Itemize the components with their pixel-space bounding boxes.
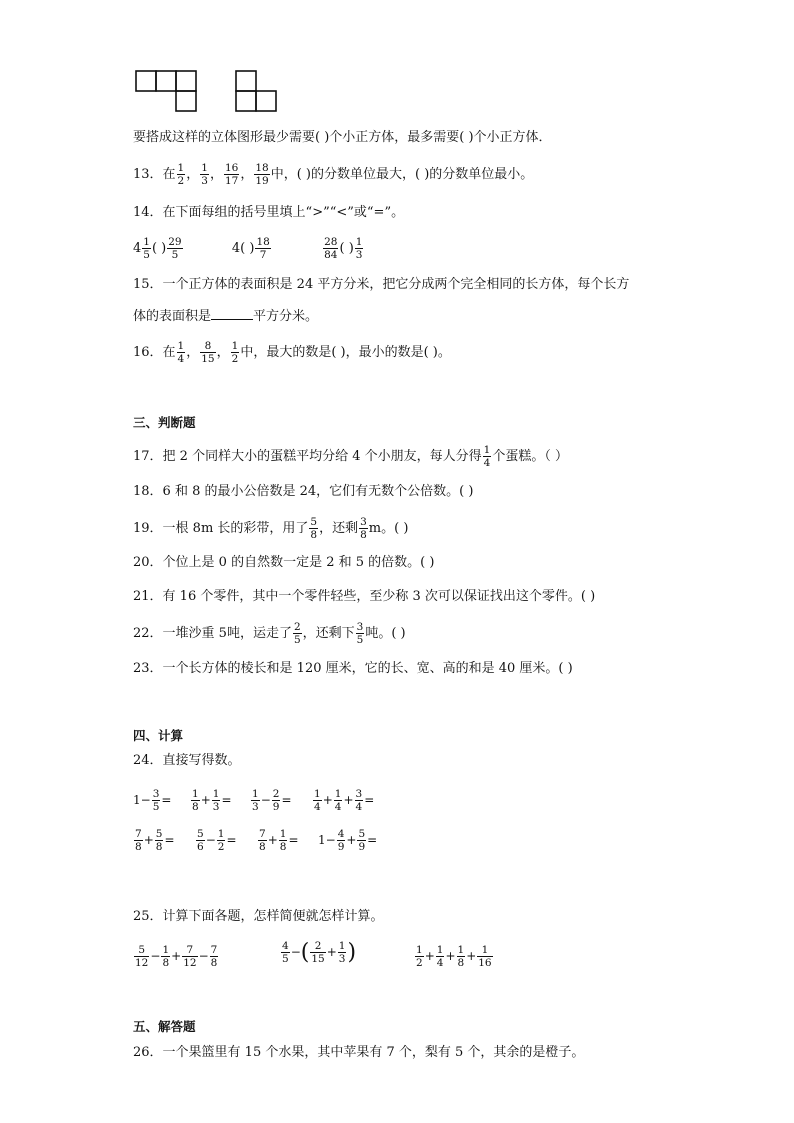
question-14-groups [133,236,364,261]
section-3-heading: 三、判断题 [133,415,196,430]
q13-num: 13．在 [133,167,176,182]
cube-square [236,91,256,111]
question-16: 16．在 $\frac{1}{4}$ ， $\frac{8}{15}$ ， $\frac{1}{2}$ 中，最大的数是( )，最小的数是( )。 [133,340,451,365]
question-26: 26．一个果篮里有 15 个水果，其中苹果有 7 个，梨有 5 个，其余的是橙子。 [133,1045,585,1060]
question-21: 21．有 16 个零件，其中一个零件轻些，至少称 3 次可以保证找出这个零件。( ) [133,589,596,604]
calc-expression: $\frac{1}{2}$ + $\frac{1}{4}$ + $\frac{1}{8}$ + $\frac{1}{16}$ [416,944,492,969]
cube-square [256,91,276,111]
calc-expression: $\frac{5}{6}$ − $\frac{1}{2}$ = [197,828,237,853]
question-24-text: 24．直接写得数。 [133,753,241,768]
calc-expression: $\frac{5}{12}$ − $\frac{1}{8}$ + $\frac{7}{12}$ − $\frac{7}{8}$ [135,944,218,969]
cube-square [136,71,156,91]
calc-expression: $\frac{1}{8}$ + $\frac{1}{3}$ = [192,788,232,813]
question-14-text: 14．在下面每组的括号里填上“>”“<”或“=”。 [133,205,405,220]
calc-expression: $\frac{1}{3}$ − $\frac{2}{9}$ = [252,788,292,813]
q14-group-2: 4( ) $\frac{18}{7}$ [231,236,270,261]
question-13: 13．在 $\frac{1}{2}$ ， $\frac{1}{3}$ ， $\frac{16}{17}$ ， $\frac{18}{19}$ 中，( )的分数单位最大，( )的分数单位最小。 [133,162,534,187]
q13-tail: 中，( )的分数单位最大，( )的分数单位最小。 [270,167,534,182]
calc-expression: $\frac{4}{5}$ −( $\frac{2}{15}$ + $\frac{1}{3}$ ) [282,940,357,965]
section-5-heading: 五、解答题 [133,1019,196,1034]
calc-expression: $\frac{1}{4}$ + $\frac{1}{4}$ + $\frac{3}{4}$ = [314,788,375,813]
cube-square [176,91,196,111]
question-25-text: 25．计算下面各题，怎样简便就怎样计算。 [133,909,384,924]
question-12-text: 要搭成这样的立体图形最少需要( )个小正方体，最多需要( )个小正方体． [133,130,552,145]
question-15-line1: 15．一个正方体的表面积是 24 平方分米，把它分成两个完全相同的长方体，每个长方 [133,277,630,292]
calc-expression: 1− $\frac{3}{5}$ = [133,788,172,813]
question-18: 18．6 和 8 的最小公倍数是 24，它们有无数个公倍数。( ) [133,484,474,499]
question-23: 23．一个长方体的棱长和是 120 厘米，它的长、宽、高的和是 40 厘米。( ) [133,661,573,676]
question-15-line2: 体的表面积是 平方分米。 [133,305,318,327]
fraction: $\frac{1}{2}$ [177,162,185,187]
cube-square [176,71,196,91]
calc-expression: 1− $\frac{4}{9}$ + $\frac{5}{9}$ = [318,828,378,853]
q14-group-3: $\frac{28}{84}$ ( ) $\frac{1}{3}$ [324,236,363,261]
question-22: 22．一堆沙重 5吨，运走了 $\frac{2}{5}$ ，还剩下 $\frac{3}{5}$ 吨。( ) [133,621,406,646]
q14-group-1: 4 $\frac{1}{5}$ ( ) $\frac{29}{5}$ [133,236,182,261]
question-19: 19．一根 8m 长的彩带，用了 $\frac{5}{8}$ ，还剩 $\frac{3}{8}$ m。( ) [133,516,409,541]
section-4-heading: 四、计算 [133,728,184,743]
question-17: 17．把 2 个同样大小的蛋糕平均分给 4 个小朋友，每人分得 $\frac{1}{4}$ 个蛋糕。（ ） [133,444,568,469]
question-20: 20．个位上是 0 的自然数一定是 2 和 5 的倍数。( ) [133,555,435,570]
cube-views-figure [135,70,280,115]
fraction: $\frac{18}{19}$ [255,162,269,187]
calc-expression: $\frac{7}{8}$ + $\frac{1}{8}$ = [259,828,299,853]
calc-expression: $\frac{7}{8}$ + $\frac{5}{8}$ = [135,828,175,853]
fraction: $\frac{16}{17}$ [224,162,239,187]
cube-square [236,71,256,91]
fraction: $\frac{1}{3}$ [201,162,208,187]
answer-blank[interactable] [211,305,253,320]
cube-square [156,71,176,91]
